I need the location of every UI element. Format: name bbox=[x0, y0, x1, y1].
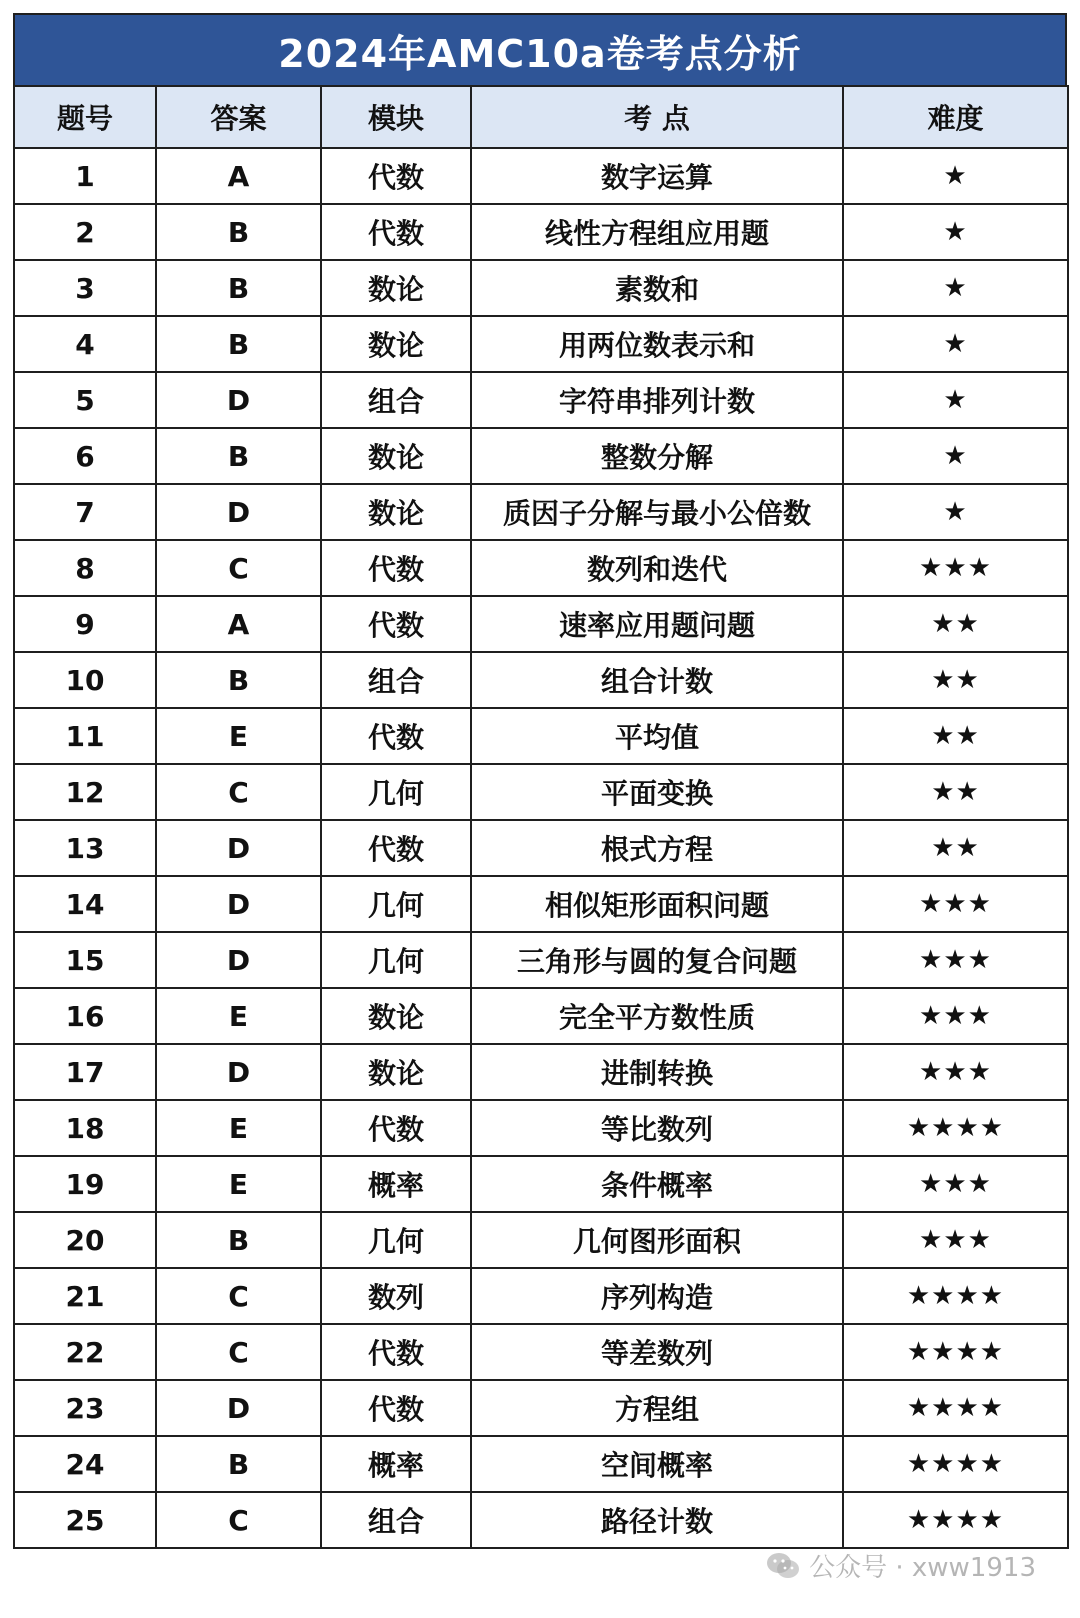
cell-number: 9 bbox=[14, 596, 156, 652]
cell-answer: E bbox=[156, 708, 321, 764]
cell-topic: 三角形与圆的复合问题 bbox=[471, 932, 843, 988]
cell-number: 21 bbox=[14, 1268, 156, 1324]
cell-answer: D bbox=[156, 932, 321, 988]
header-topic: 考 点 bbox=[471, 86, 843, 148]
cell-answer: D bbox=[156, 1380, 321, 1436]
table-body bbox=[14, 148, 1068, 1548]
cell-answer: C bbox=[156, 1268, 321, 1324]
cell-module: 组合 bbox=[321, 652, 471, 708]
cell-answer: B bbox=[156, 260, 321, 316]
cell-answer: E bbox=[156, 1100, 321, 1156]
cell-topic: 线性方程组应用题 bbox=[471, 204, 843, 260]
cell-answer: C bbox=[156, 1492, 321, 1548]
cell-topic: 用两位数表示和 bbox=[471, 316, 843, 372]
cell-difficulty: ★ bbox=[843, 484, 1068, 540]
table-row bbox=[14, 260, 1068, 316]
cell-difficulty: ★ bbox=[843, 260, 1068, 316]
cell-difficulty: ★★ bbox=[843, 820, 1068, 876]
table-row bbox=[14, 1436, 1068, 1492]
cell-number: 13 bbox=[14, 820, 156, 876]
cell-difficulty: ★★★ bbox=[843, 876, 1068, 932]
cell-answer: B bbox=[156, 652, 321, 708]
cell-difficulty: ★★ bbox=[843, 596, 1068, 652]
cell-answer: D bbox=[156, 820, 321, 876]
cell-difficulty: ★ bbox=[843, 428, 1068, 484]
cell-topic: 根式方程 bbox=[471, 820, 843, 876]
table-row bbox=[14, 652, 1068, 708]
cell-module: 几何 bbox=[321, 932, 471, 988]
cell-module: 数论 bbox=[321, 428, 471, 484]
cell-number: 24 bbox=[14, 1436, 156, 1492]
analysis-table bbox=[13, 85, 1069, 1549]
cell-topic: 等比数列 bbox=[471, 1100, 843, 1156]
cell-answer: B bbox=[156, 204, 321, 260]
cell-number: 8 bbox=[14, 540, 156, 596]
table-row bbox=[14, 372, 1068, 428]
cell-number: 7 bbox=[14, 484, 156, 540]
cell-answer: B bbox=[156, 316, 321, 372]
cell-module: 代数 bbox=[321, 1380, 471, 1436]
table-row bbox=[14, 316, 1068, 372]
cell-topic: 字符串排列计数 bbox=[471, 372, 843, 428]
cell-difficulty: ★ bbox=[843, 316, 1068, 372]
cell-topic: 完全平方数性质 bbox=[471, 988, 843, 1044]
table-row bbox=[14, 988, 1068, 1044]
watermark bbox=[765, 1547, 1036, 1584]
cell-number: 4 bbox=[14, 316, 156, 372]
cell-difficulty: ★★★★ bbox=[843, 1492, 1068, 1548]
cell-number: 23 bbox=[14, 1380, 156, 1436]
cell-module: 数列 bbox=[321, 1268, 471, 1324]
cell-answer: B bbox=[156, 1436, 321, 1492]
cell-number: 14 bbox=[14, 876, 156, 932]
header-difficulty: 难度 bbox=[843, 86, 1068, 148]
table-row bbox=[14, 204, 1068, 260]
table-title: 2024年AMC10a卷考点分析 bbox=[13, 13, 1067, 85]
cell-module: 代数 bbox=[321, 1324, 471, 1380]
cell-topic: 方程组 bbox=[471, 1380, 843, 1436]
cell-answer: D bbox=[156, 484, 321, 540]
cell-module: 数论 bbox=[321, 1044, 471, 1100]
cell-topic: 平均值 bbox=[471, 708, 843, 764]
table-row bbox=[14, 1268, 1068, 1324]
cell-difficulty: ★★★ bbox=[843, 1212, 1068, 1268]
cell-module: 数论 bbox=[321, 988, 471, 1044]
header-number: 题号 bbox=[14, 86, 156, 148]
table-row bbox=[14, 764, 1068, 820]
table-row bbox=[14, 1100, 1068, 1156]
cell-module: 数论 bbox=[321, 316, 471, 372]
table-row bbox=[14, 484, 1068, 540]
cell-module: 代数 bbox=[321, 1100, 471, 1156]
table-row bbox=[14, 1044, 1068, 1100]
cell-difficulty: ★ bbox=[843, 372, 1068, 428]
watermark-text: 公众号 · xww1913 bbox=[809, 1553, 1036, 1583]
cell-answer: B bbox=[156, 1212, 321, 1268]
table-row bbox=[14, 876, 1068, 932]
cell-difficulty: ★★ bbox=[843, 652, 1068, 708]
cell-number: 6 bbox=[14, 428, 156, 484]
cell-difficulty: ★★★ bbox=[843, 1044, 1068, 1100]
cell-module: 代数 bbox=[321, 820, 471, 876]
cell-topic: 条件概率 bbox=[471, 1156, 843, 1212]
cell-difficulty: ★★★★ bbox=[843, 1100, 1068, 1156]
cell-difficulty: ★★★ bbox=[843, 1156, 1068, 1212]
cell-number: 17 bbox=[14, 1044, 156, 1100]
table-row bbox=[14, 708, 1068, 764]
cell-difficulty: ★★ bbox=[843, 708, 1068, 764]
table-row bbox=[14, 1212, 1068, 1268]
cell-module: 代数 bbox=[321, 708, 471, 764]
cell-difficulty: ★★★ bbox=[843, 932, 1068, 988]
cell-number: 10 bbox=[14, 652, 156, 708]
cell-module: 概率 bbox=[321, 1436, 471, 1492]
cell-number: 16 bbox=[14, 988, 156, 1044]
cell-answer: E bbox=[156, 988, 321, 1044]
cell-module: 数论 bbox=[321, 260, 471, 316]
cell-topic: 素数和 bbox=[471, 260, 843, 316]
cell-difficulty: ★★★★ bbox=[843, 1324, 1068, 1380]
cell-number: 11 bbox=[14, 708, 156, 764]
cell-topic: 路径计数 bbox=[471, 1492, 843, 1548]
header-answer: 答案 bbox=[156, 86, 321, 148]
cell-difficulty: ★★★★ bbox=[843, 1436, 1068, 1492]
cell-number: 2 bbox=[14, 204, 156, 260]
table-row bbox=[14, 1324, 1068, 1380]
cell-module: 代数 bbox=[321, 148, 471, 204]
table-row bbox=[14, 428, 1068, 484]
cell-number: 22 bbox=[14, 1324, 156, 1380]
cell-number: 12 bbox=[14, 764, 156, 820]
table-row bbox=[14, 540, 1068, 596]
cell-module: 数论 bbox=[321, 484, 471, 540]
analysis-sheet bbox=[13, 13, 1067, 1549]
cell-topic: 平面变换 bbox=[471, 764, 843, 820]
table-row bbox=[14, 148, 1068, 204]
cell-number: 5 bbox=[14, 372, 156, 428]
cell-answer: C bbox=[156, 764, 321, 820]
cell-module: 代数 bbox=[321, 204, 471, 260]
cell-topic: 速率应用题问题 bbox=[471, 596, 843, 652]
cell-topic: 相似矩形面积问题 bbox=[471, 876, 843, 932]
cell-number: 20 bbox=[14, 1212, 156, 1268]
cell-number: 18 bbox=[14, 1100, 156, 1156]
cell-answer: A bbox=[156, 148, 321, 204]
cell-topic: 数字运算 bbox=[471, 148, 843, 204]
cell-module: 组合 bbox=[321, 372, 471, 428]
cell-difficulty: ★★★ bbox=[843, 988, 1068, 1044]
cell-topic: 等差数列 bbox=[471, 1324, 843, 1380]
cell-number: 1 bbox=[14, 148, 156, 204]
cell-number: 15 bbox=[14, 932, 156, 988]
cell-difficulty: ★ bbox=[843, 204, 1068, 260]
cell-topic: 几何图形面积 bbox=[471, 1212, 843, 1268]
cell-topic: 数列和迭代 bbox=[471, 540, 843, 596]
cell-topic: 空间概率 bbox=[471, 1436, 843, 1492]
wechat-icon bbox=[765, 1551, 801, 1581]
table-row bbox=[14, 1156, 1068, 1212]
cell-module: 组合 bbox=[321, 1492, 471, 1548]
cell-module: 概率 bbox=[321, 1156, 471, 1212]
cell-module: 几何 bbox=[321, 1212, 471, 1268]
cell-difficulty: ★ bbox=[843, 148, 1068, 204]
header-module: 模块 bbox=[321, 86, 471, 148]
cell-difficulty: ★★★★ bbox=[843, 1268, 1068, 1324]
cell-topic: 质因子分解与最小公倍数 bbox=[471, 484, 843, 540]
cell-module: 几何 bbox=[321, 764, 471, 820]
cell-topic: 序列构造 bbox=[471, 1268, 843, 1324]
cell-difficulty: ★★★ bbox=[843, 540, 1068, 596]
cell-answer: D bbox=[156, 372, 321, 428]
cell-answer: E bbox=[156, 1156, 321, 1212]
table-row bbox=[14, 1380, 1068, 1436]
cell-answer: A bbox=[156, 596, 321, 652]
cell-number: 19 bbox=[14, 1156, 156, 1212]
cell-difficulty: ★★ bbox=[843, 764, 1068, 820]
table-row bbox=[14, 1492, 1068, 1548]
cell-answer: B bbox=[156, 428, 321, 484]
cell-answer: C bbox=[156, 540, 321, 596]
table-row bbox=[14, 932, 1068, 988]
cell-module: 几何 bbox=[321, 876, 471, 932]
table-row bbox=[14, 820, 1068, 876]
cell-topic: 整数分解 bbox=[471, 428, 843, 484]
cell-answer: D bbox=[156, 876, 321, 932]
cell-module: 代数 bbox=[321, 596, 471, 652]
table-row bbox=[14, 596, 1068, 652]
header-row bbox=[14, 86, 1068, 148]
cell-topic: 组合计数 bbox=[471, 652, 843, 708]
cell-number: 3 bbox=[14, 260, 156, 316]
cell-difficulty: ★★★★ bbox=[843, 1380, 1068, 1436]
cell-number: 25 bbox=[14, 1492, 156, 1548]
cell-module: 代数 bbox=[321, 540, 471, 596]
cell-answer: D bbox=[156, 1044, 321, 1100]
cell-topic: 进制转换 bbox=[471, 1044, 843, 1100]
cell-answer: C bbox=[156, 1324, 321, 1380]
